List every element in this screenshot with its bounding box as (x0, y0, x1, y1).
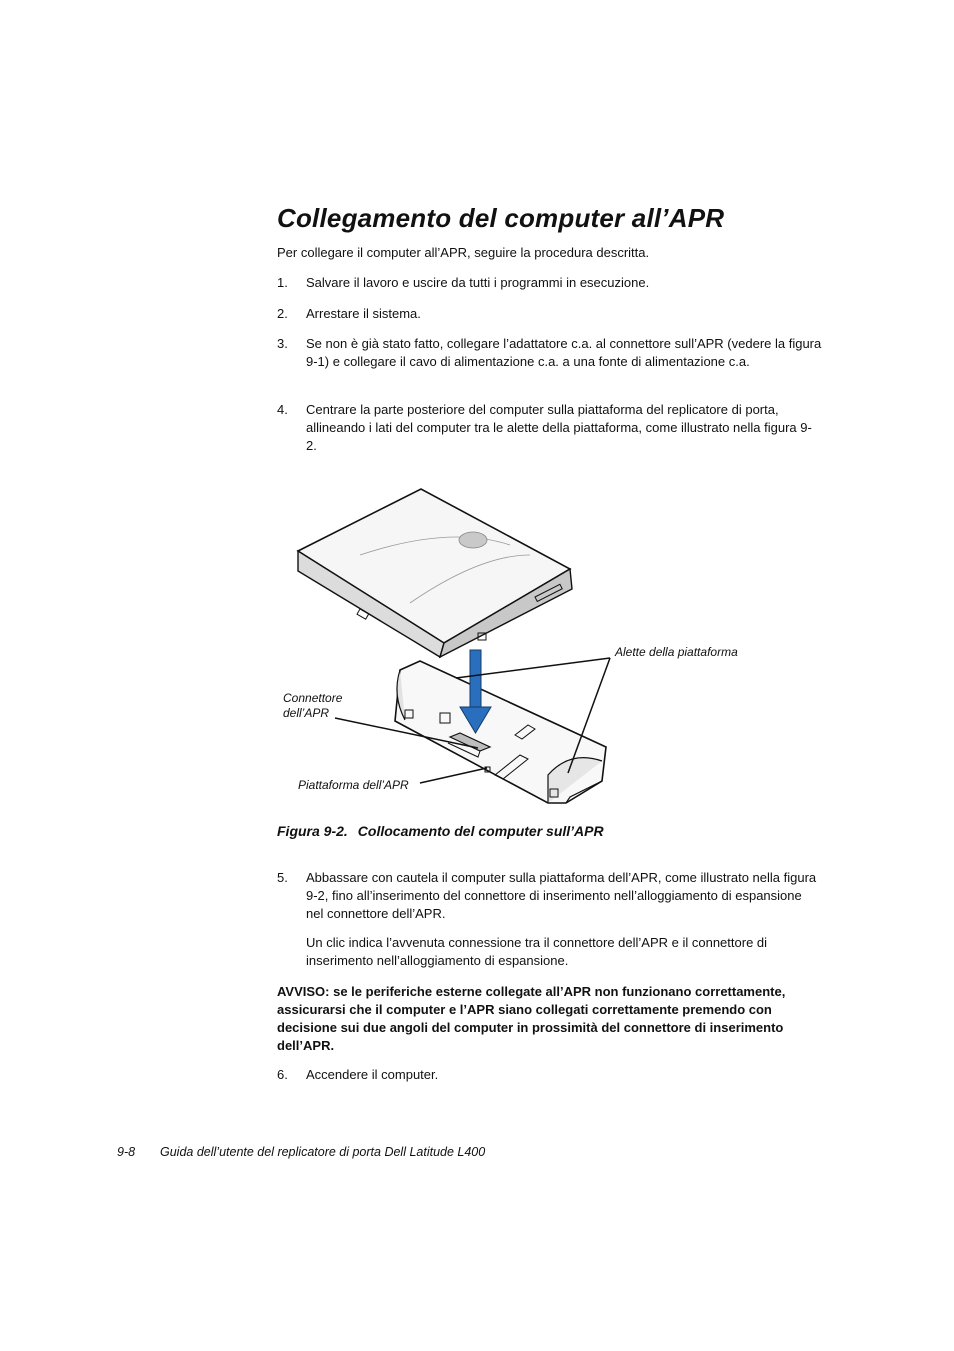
down-arrow-shaft (470, 650, 481, 712)
figure-caption (277, 823, 604, 839)
callout-platform-tabs: Alette della piattaforma (615, 645, 738, 659)
callout-platform: Piattaforma dell’APR (298, 778, 409, 792)
caption-text: Collocamento del computer sull’APR (357, 823, 604, 839)
laptop-lid (298, 489, 570, 643)
click-note: Un clic indica l’avvenuta connessione tra il connettore dell’APR e il connettore di inserimento nell’alloggiamento di espansione. (306, 935, 768, 968)
warning-notice: AVVISO: se le periferiche esterne collegate all’APR non funzionano correttamente, assicurarsi che il computer e l’APR siano collegati correttamente premendo con decisione sui due angoli del computer in prossimità del connettore di inserimento dell’APR. (277, 984, 786, 1053)
step-text: Abbassare con cautela il computer sulla piattaforma dell’APR, come illustrato nella figura 9-2, fino all’inserimento del connettore di inserimento nell’alloggiamento di espansione nel connettore dell’APR. (306, 870, 817, 921)
step-number: 5. (277, 870, 288, 885)
page-number: 9-8 (117, 1145, 136, 1159)
step-number: 1. (277, 275, 288, 290)
dell-logo-icon (459, 532, 487, 548)
step-text: Arrestare il sistema. (306, 306, 421, 321)
caption-label: Figura 9-2. (277, 823, 348, 839)
step-text: Centrare la parte posteriore del computer sulla piattaforma del replicatore di porta, allineando i lati del computer tra le alette della piattaforma, come illustrato nella figura 9-2. (306, 402, 812, 453)
step-text: Se non è già stato fatto, collegare l’adattatore c.a. al connettore sull’APR (vedere la figura 9-1) e collegare il cavo di alimentazione c.a. a una fonte di alimentazione c.a. (306, 336, 822, 369)
step-text: Salvare il lavoro e uscire da tutti i programmi in esecuzione. (306, 275, 650, 290)
step-number: 2. (277, 306, 288, 321)
step-text: Accendere il computer. (306, 1067, 439, 1082)
running-footer-title: Guida dell’utente del replicatore di porta Dell Latitude L400 (160, 1145, 486, 1159)
page-title: Collegamento del computer all’APR (277, 203, 725, 233)
step-number: 4. (277, 402, 288, 417)
intro-paragraph: Per collegare il computer all’APR, seguire la procedura descritta. (277, 245, 650, 260)
step-number: 6. (277, 1067, 288, 1082)
step-number: 3. (277, 336, 288, 351)
callout-connector-line2: dell’APR (283, 706, 330, 720)
callout-connector-line1: Connettore (283, 691, 343, 705)
figure-laptop-on-replicator (280, 485, 620, 815)
